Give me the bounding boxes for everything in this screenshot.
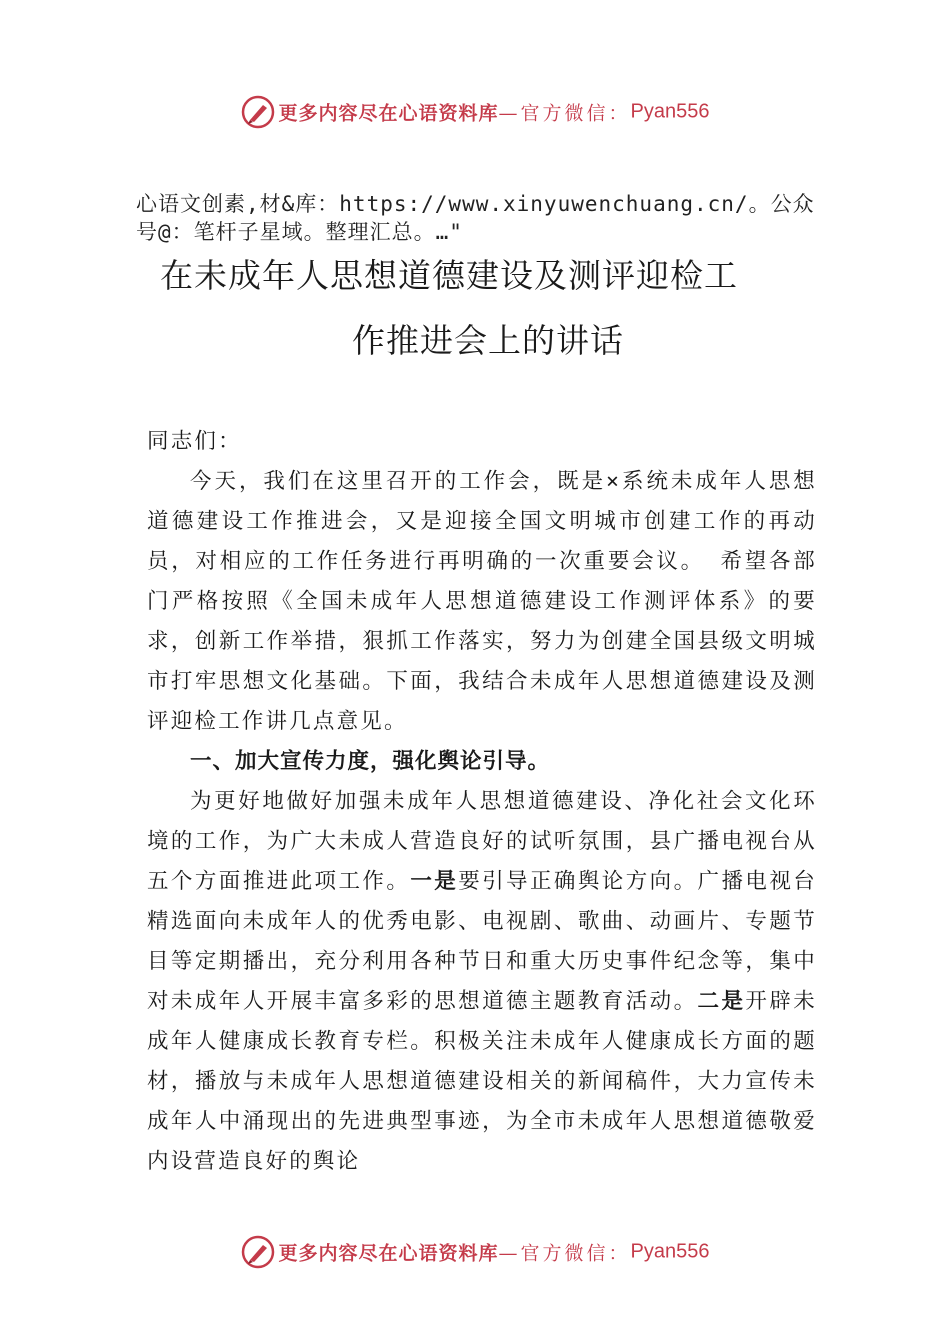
header-banner [0,95,950,135]
banner-wechat-id: Pyan556 [630,100,710,123]
banner-wechat-label: —官方微信： [498,1242,631,1265]
banner-main-text: 更多内容尽在心语资料库 [278,102,499,125]
paragraph-section-1 [147,782,817,1182]
source-note: 心语文创素,材&库：https://www.xinyuwenchuang.cn/。公众号@：笔杆子星域。整理汇总。…" [136,192,815,244]
banner-main-text: 更多内容尽在心语资料库 [278,1242,499,1265]
bold-marker-second: 二是 [697,989,746,1014]
paragraph-text: 开辟未成年人健康成长教育专栏。积极关注未成年人健康成长方面的题材，播放与未成年人思想道德建设相关的新闻稿件，大力宣传未成年人中涌现出的先进典型事迹，为全市未成年人思想道德敬爱内设营造良好的舆论 [147,989,817,1174]
salutation: 同志们： [147,429,242,454]
paragraph-text: 要引导正确舆论方向。广播电视台精选面向未成年人的优秀电影、电视剧、歌曲、动画片、专题节目等定期播出，充分利用各种节日和重大历史事件纪念等，集中对未成年人开展丰富多彩的思想道德主题教育活动。 [147,869,817,1014]
banner-wechat-id: Pyan556 [630,1240,710,1263]
pen-logo-icon [241,1235,275,1269]
document-title-line2: 作推进会上的讲话 [352,321,624,360]
paragraph-text: 为更好地做好加强未成年人思想道德建设、净化社会文化环境的工作，为广大未成人营造良好的试听氛围，县广播电视台从五个方面推进此项工作。 [147,789,817,894]
section-heading-1: 一、加大宣传力度，强化舆论引导。 [190,749,551,774]
paragraph-intro: 今天，我们在这里召开的工作会，既是×系统未成年人思想道德建设工作推进会，又是迎接全国文明城市创建工作的再动员，对相应的工作任务进行再明确的一次重要会议。 希望各部门严格按照《全国未成年人思想道德建设工作测评体系》的要求，创新工作举措，狠抓工作落实，努力为创建全国县级文明城市打牢思想文化基础。下面，我结合未成年人思想道德建设及测评迎检工作讲几点意见。 [147,469,817,734]
pen-logo-icon [241,95,275,129]
document-title-line1: 在未成年人思想道德建设及测评迎检工 [160,256,738,295]
bold-marker-first: 一是 [410,869,459,894]
document-body [147,422,817,1182]
footer-banner [0,1235,950,1275]
banner-wechat-label: —官方微信： [498,102,631,125]
